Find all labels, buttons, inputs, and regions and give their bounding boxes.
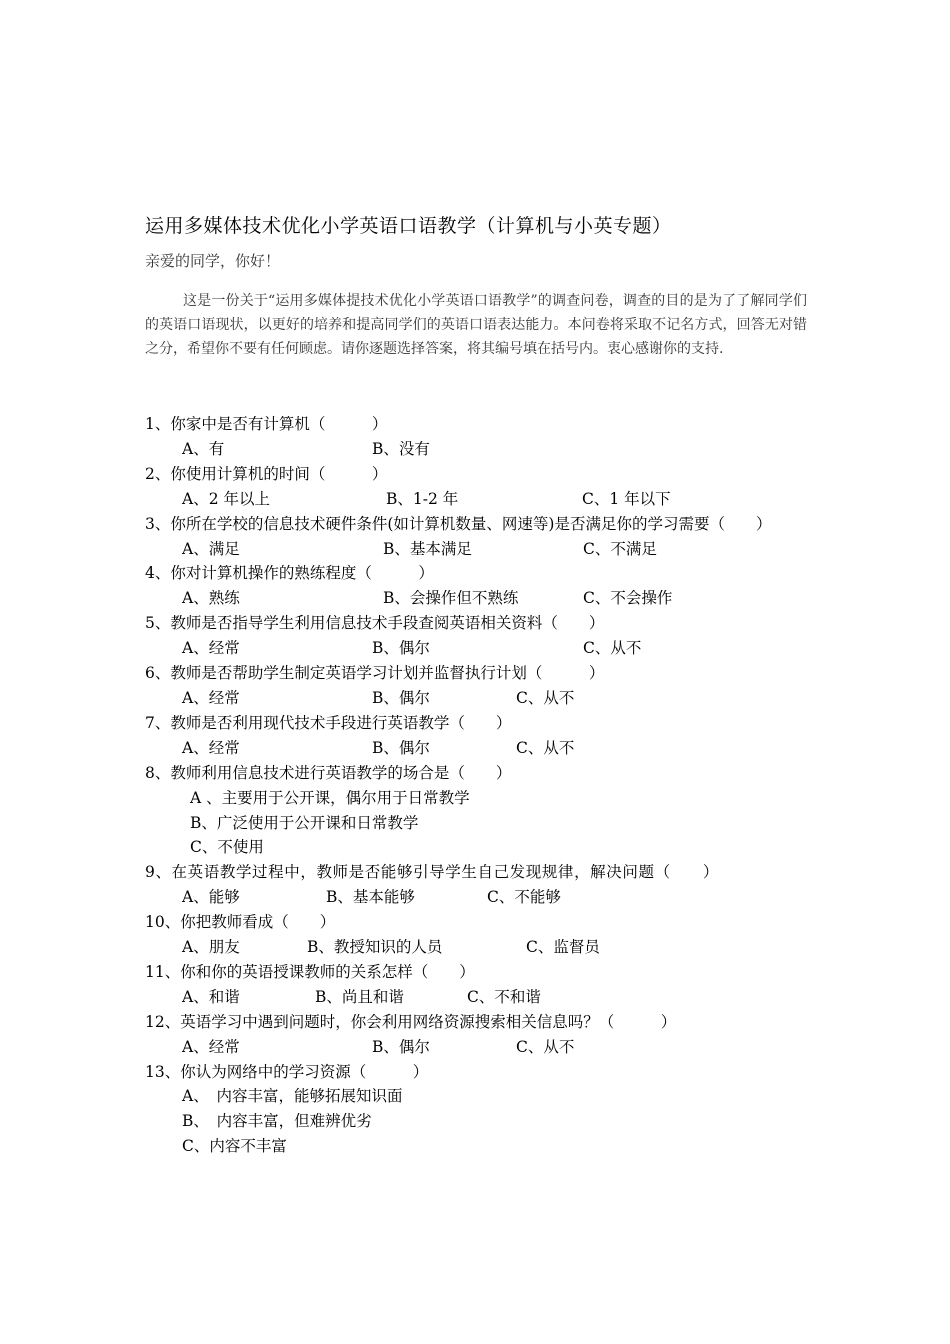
option-a: A、熟练 <box>182 589 240 608</box>
question-text: 4、你对计算机操作的熟练程度（ ） <box>145 564 434 583</box>
option-c: C、从不 <box>516 1037 575 1056</box>
option-row <box>145 537 815 562</box>
option-a: A、经常 <box>182 1037 240 1056</box>
option-b: B、教授知识的人员 <box>307 938 443 957</box>
question-13 <box>145 1060 815 1160</box>
question-8 <box>145 761 815 861</box>
option-c: C、不使用 <box>190 838 264 857</box>
option-b: B、没有 <box>372 439 430 458</box>
question-2 <box>145 462 815 512</box>
option-a: A、能够 <box>182 888 240 907</box>
question-text: 6、教师是否帮助学生制定英语学习计划并监督执行计划（ ） <box>145 664 605 683</box>
option-c: C、不会操作 <box>583 589 673 608</box>
question-5 <box>145 611 815 661</box>
option-b: B、偶尔 <box>372 639 430 658</box>
option-list <box>145 1084 815 1159</box>
option-b: B、基本满足 <box>383 539 472 558</box>
question-6 <box>145 661 815 711</box>
option-b: B、偶尔 <box>372 1037 430 1056</box>
question-text: 7、教师是否利用现代技术手段进行英语教学（ ） <box>145 713 512 732</box>
option-a: A 、主要用于公开课，偶尔用于日常教学 <box>190 788 470 807</box>
question-text: 2、你使用计算机的时间（ ） <box>145 464 388 483</box>
option-row <box>145 736 815 761</box>
option-row <box>145 935 815 960</box>
option-a: A、 内容丰富，能够拓展知识面 <box>182 1087 403 1106</box>
option-row <box>145 487 815 512</box>
option-list <box>145 786 815 861</box>
question-text: 1、你家中是否有计算机（ ） <box>145 415 388 433</box>
option-b: B、1-2 年 <box>386 489 459 508</box>
option-a: A、朋友 <box>182 938 240 957</box>
option-b: B、基本能够 <box>326 888 415 907</box>
option-a: A、经常 <box>182 639 240 658</box>
option-row <box>145 1035 815 1060</box>
question-text: 3、你所在学校的信息技术硬件条件(如计算机数量、网速等)是否满足你的学习需要（ ） <box>145 514 772 533</box>
option-b: B、广泛使用于公开课和日常教学 <box>190 813 419 832</box>
option-c: C、内容不丰富 <box>182 1137 287 1156</box>
option-c: C、从不 <box>516 738 575 757</box>
question-9 <box>145 860 815 910</box>
intro-paragraph: 这是一份关于“运用多媒体提技术优化小学英语口语教学”的调查问卷，调查的目的是为了了解同学们的英语口语现状，以更好的培养和提高同学们的英语口语表达能力。本问卷将采取不记名方式，回答无对错之分，希望你不要有任何顾虑。请你逐题选择答案，将其编号填在括号内。衷心感谢你的支持. <box>145 293 807 357</box>
greeting: 亲爱的同学，你好！ <box>145 252 281 270</box>
option-c: C、不和谐 <box>467 987 541 1006</box>
option-a: A、2 年以上 <box>182 489 270 508</box>
option-c: C、1 年以下 <box>582 489 671 508</box>
question-12 <box>145 1010 815 1060</box>
option-row <box>145 885 815 910</box>
option-b: B、偶尔 <box>372 688 430 707</box>
question-4 <box>145 561 815 611</box>
option-a: A、满足 <box>182 539 240 558</box>
option-c: C、从不 <box>583 639 642 658</box>
option-row <box>145 636 815 661</box>
document-title: 运用多媒体技术优化小学英语口语教学（计算机与小英专题） <box>145 215 672 237</box>
question-3 <box>145 512 815 562</box>
option-a: A、经常 <box>182 688 240 707</box>
option-a: A、经常 <box>182 738 240 757</box>
option-c: C、不满足 <box>583 539 657 558</box>
question-text: 13、你认为网络中的学习资源（ ） <box>145 1062 429 1081</box>
question-1 <box>145 412 815 462</box>
option-row <box>145 586 815 611</box>
question-list <box>145 412 815 1159</box>
option-c: C、从不 <box>516 688 575 707</box>
question-10 <box>145 910 815 960</box>
option-c: C、不能够 <box>487 888 561 907</box>
question-text: 5、教师是否指导学生利用信息技术手段查阅英语相关资料（ ） <box>145 614 605 633</box>
option-row <box>145 985 815 1010</box>
option-c: C、监督员 <box>526 938 600 957</box>
option-row <box>145 437 815 462</box>
question-text: 12、英语学习中遇到问题时，你会利用网络资源搜索相关信息吗？（ ） <box>145 1012 677 1031</box>
option-a: A、和谐 <box>182 987 240 1006</box>
option-a: A、有 <box>182 439 225 458</box>
question-text: 8、教师利用信息技术进行英语教学的场合是（ ） <box>145 763 512 782</box>
question-text: 11、你和你的英语授课教师的关系怎样（ ） <box>145 962 475 981</box>
option-b: B、会操作但不熟练 <box>383 589 519 608</box>
question-11 <box>145 960 815 1010</box>
option-row <box>145 686 815 711</box>
question-7 <box>145 711 815 761</box>
question-text: 10、你把教师看成（ ） <box>145 913 336 932</box>
option-b: B、 内容丰富，但难辨优劣 <box>182 1112 372 1131</box>
option-b: B、尚且和谐 <box>315 987 404 1006</box>
question-text: 9、在英语教学过程中，教师是否能够引导学生自己发现规律，解决问题（ ） <box>145 863 719 882</box>
option-b: B、偶尔 <box>372 738 430 757</box>
